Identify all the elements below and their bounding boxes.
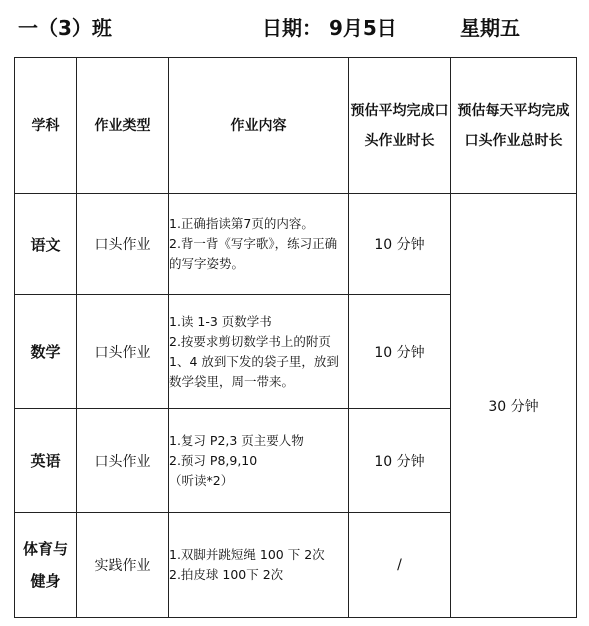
content-item: 2.按要求剪切数学书上的附页 1、4 放到下发的袋子里，放到数学袋里，周一带来。	[169, 333, 339, 389]
content-item: 2.拍皮球 100下 2次	[169, 567, 284, 582]
content-item: 2.预习 P8,9,10	[169, 452, 258, 468]
col-header-type: 作业类型	[77, 58, 169, 194]
weekday-label: 星期五	[460, 16, 520, 40]
content-cell	[169, 194, 349, 295]
time-cell: 10 分钟	[349, 295, 451, 409]
content-item: （听读*2）	[169, 472, 234, 488]
subject-name: 数学	[30, 343, 61, 361]
col-header-daily-total: 预估每天平均完成口头作业总时长	[451, 58, 577, 194]
page-header	[0, 12, 589, 44]
subject-cell	[15, 409, 77, 513]
subject-cell	[15, 194, 77, 295]
content-cell	[169, 409, 349, 513]
table-row	[15, 194, 577, 295]
content-cell	[169, 295, 349, 409]
time-cell: 10 分钟	[349, 409, 451, 513]
homework-table	[14, 57, 577, 618]
daily-total-cell: 30 分钟	[451, 194, 577, 618]
subject-name-line: 体育与	[22, 540, 68, 558]
content-item: 1.复习 P2,3 页主要人物	[169, 432, 304, 448]
content-item: 1.双脚并跳短绳 100 下 2次	[169, 547, 325, 562]
subject-cell	[15, 513, 77, 618]
table-header-row	[15, 58, 577, 194]
type-cell: 口头作业	[77, 194, 169, 295]
subject-name: 英语	[30, 452, 61, 470]
content-cell	[169, 513, 349, 618]
subject-name-line: 健身	[30, 572, 61, 590]
subject-name: 语文	[30, 235, 61, 254]
col-header-content: 作业内容	[169, 58, 349, 194]
type-cell: 口头作业	[77, 295, 169, 409]
type-cell: 实践作业	[77, 513, 169, 618]
col-header-subject: 学科	[15, 58, 77, 194]
content-item: 1.读 1-3 页数学书	[169, 313, 272, 329]
class-name: 一（3）班	[18, 16, 112, 40]
type-cell: 口头作业	[77, 409, 169, 513]
col-header-avg-time: 预估平均完成口头作业时长	[349, 58, 451, 194]
time-cell: /	[349, 513, 451, 618]
content-item: 2.背一背《写字歌》，练习正确的写字姿势。	[169, 236, 338, 271]
time-cell: 10 分钟	[349, 194, 451, 295]
date-label: 日期： 9月5日	[262, 16, 397, 40]
content-item: 1.正确指读第7页的内容。	[169, 216, 314, 231]
subject-cell	[15, 295, 77, 409]
